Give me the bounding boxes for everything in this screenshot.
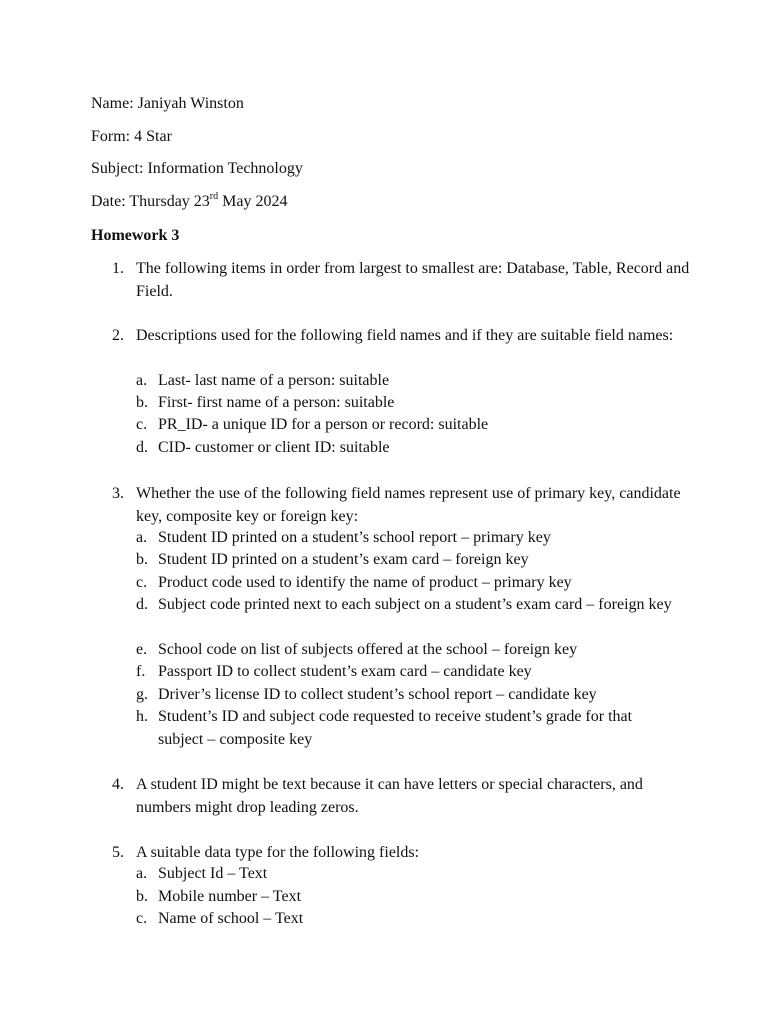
answer-item <box>136 661 676 684</box>
item-letter: a. <box>136 372 148 389</box>
item-text: Passport ID to collect student’s exam card – candidate key <box>158 663 532 680</box>
item-letter: h. <box>136 708 148 725</box>
question-text: Descriptions used for the following field names and if they are suitable field names: <box>136 327 674 344</box>
item-text: School code on list of subjects offered at the school – foreign key <box>158 641 578 658</box>
item-text: Subject Id – Text <box>158 865 268 882</box>
item-text: Student ID printed on a student’s exam card – foreign key <box>158 551 529 568</box>
item-letter: c. <box>136 910 148 927</box>
answer-item <box>136 684 676 707</box>
item-letter: f. <box>136 663 146 680</box>
answer-item <box>136 392 676 415</box>
question-number: 1. <box>112 260 124 277</box>
answer-item <box>136 549 676 572</box>
question-5 <box>112 841 692 864</box>
question-number: 4. <box>112 776 124 793</box>
answer-item <box>136 572 676 595</box>
question-text: A student ID might be text because it can have letters or special characters, and numbers might drop leading zeros. <box>136 776 643 816</box>
question-3 <box>112 482 692 528</box>
answer-item <box>136 414 676 437</box>
answer-item <box>136 886 676 909</box>
form-line: Form: 4 Star <box>91 128 172 145</box>
item-letter: a. <box>136 529 148 546</box>
item-letter: g. <box>136 686 148 703</box>
item-letter: b. <box>136 888 148 905</box>
question-text: The following items in order from largest to smallest are: Database, Table, Record and Field. <box>136 260 690 300</box>
question-4 <box>112 773 692 819</box>
date-suffix: May 2024 <box>218 193 288 210</box>
item-letter: e. <box>136 641 148 658</box>
item-text: Last- last name of a person: suitable <box>158 372 390 389</box>
item-letter: a. <box>136 865 148 882</box>
item-text: Student’s ID and subject code requested to receive student’s grade for that subject – composite key <box>158 708 633 748</box>
question-1 <box>112 257 692 303</box>
answer-item <box>136 908 676 931</box>
answer-item <box>136 437 676 460</box>
question-text: A suitable data type for the following fields: <box>136 844 420 861</box>
answer-item <box>136 527 676 550</box>
question-number: 5. <box>112 844 124 861</box>
answer-item <box>136 863 676 886</box>
item-text: First- first name of a person: suitable <box>158 394 395 411</box>
date-line <box>91 192 287 212</box>
item-letter: b. <box>136 394 148 411</box>
item-text: Name of school – Text <box>158 910 304 927</box>
item-text: Mobile number – Text <box>158 888 302 905</box>
item-text: CID- customer or client ID: suitable <box>158 439 390 456</box>
item-text: Student ID printed on a student’s school report – primary key <box>158 529 551 546</box>
question-number: 2. <box>112 327 124 344</box>
item-letter: d. <box>136 596 148 613</box>
date-ordinal-suffix: rd <box>209 190 219 202</box>
question-number: 3. <box>112 485 124 502</box>
item-letter: c. <box>136 574 148 591</box>
student-name: Name: Janiyah Winston <box>91 95 244 112</box>
question-text: Whether the use of the following field names represent use of primary key, candidate key, composite key or foreign key: <box>136 485 681 525</box>
homework-title: Homework 3 <box>91 227 180 244</box>
item-text: Product code used to identify the name of product – primary key <box>158 574 572 591</box>
item-letter: b. <box>136 551 148 568</box>
date-prefix: Date: Thursday 23 <box>91 193 210 210</box>
subject-line: Subject: Information Technology <box>91 160 303 177</box>
answer-item <box>136 706 676 751</box>
item-letter: c. <box>136 416 148 433</box>
answer-item <box>136 639 676 662</box>
item-text: Driver’s license ID to collect student’s school report – candidate key <box>158 686 597 703</box>
question-2 <box>112 324 692 347</box>
item-letter: d. <box>136 439 148 456</box>
answer-item <box>136 594 676 617</box>
item-text: Subject code printed next to each subject on a student’s exam card – foreign key <box>158 596 672 613</box>
answer-item <box>136 370 676 393</box>
item-text: PR_ID- a unique ID for a person or record: suitable <box>158 416 489 433</box>
